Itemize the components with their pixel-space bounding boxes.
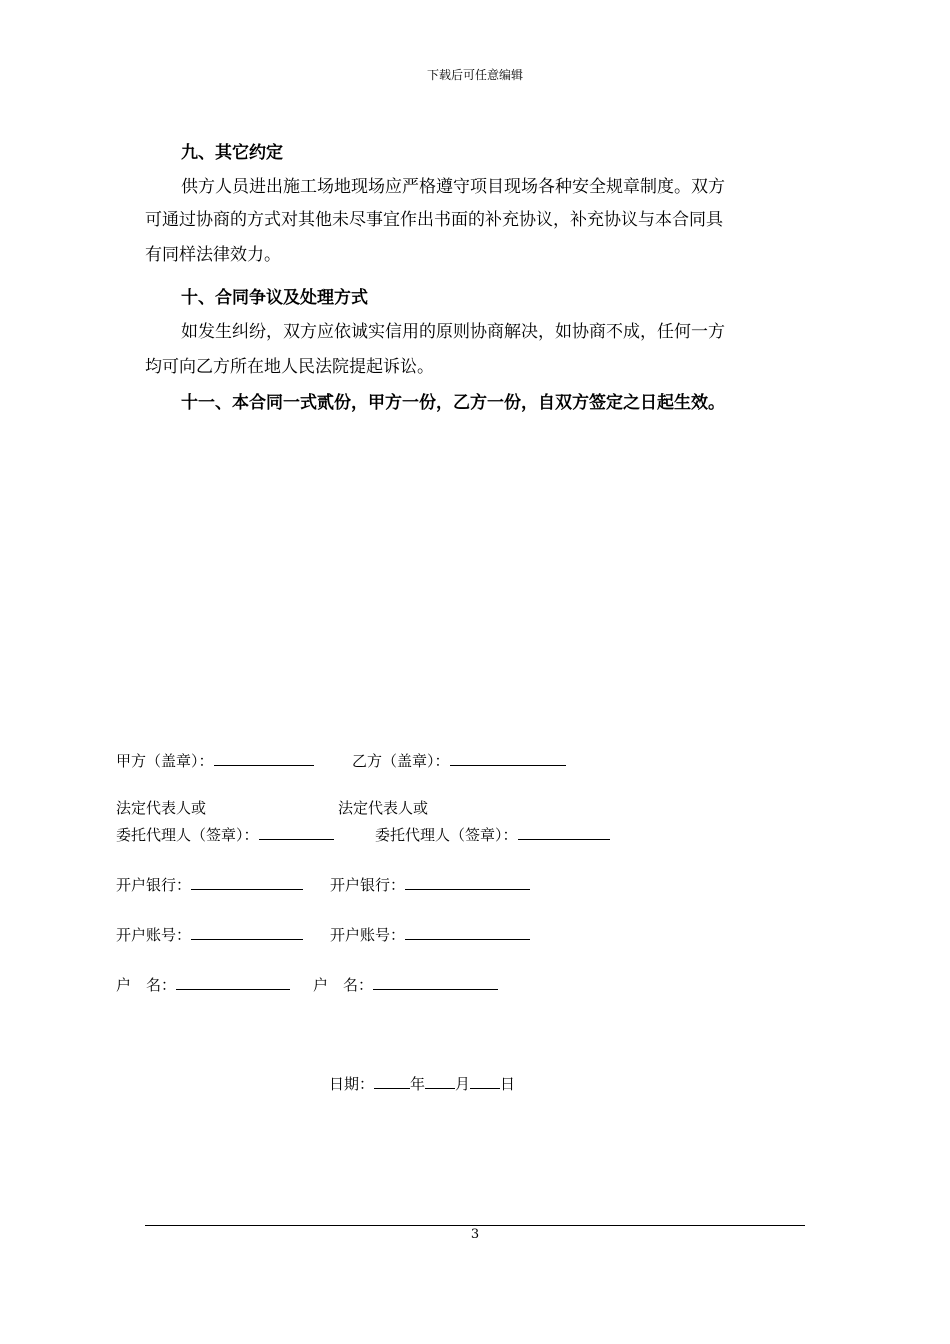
party-a-seal-label: 甲方（盖章）： — [116, 752, 214, 770]
agent-b-blank[interactable] — [518, 822, 610, 840]
bank-a-label: 开户银行： — [116, 876, 192, 894]
footer-rule — [145, 1225, 805, 1226]
holder-a-row — [116, 972, 290, 995]
party-a-seal-blank[interactable] — [214, 748, 314, 766]
section-10-heading: 十、合同争议及处理方式 — [181, 288, 368, 308]
account-a-row — [116, 922, 303, 945]
holder-b-row — [313, 972, 498, 995]
section-10-paragraph-line-2: 均可向乙方所在地人民法院提起诉讼。 — [145, 357, 434, 377]
date-month-label: 月 — [455, 1075, 471, 1093]
account-b-blank[interactable] — [405, 922, 530, 940]
date-day-label: 日 — [500, 1075, 516, 1093]
holder-a-label: 户 名： — [116, 976, 177, 994]
date-row — [329, 1071, 515, 1094]
bank-b-row — [330, 872, 530, 895]
agent-a-label: 委托代理人（签章）： — [116, 826, 259, 844]
section-11-heading: 十一、本合同一式贰份，甲方一份，乙方一份，自双方签定之日起生效。 — [181, 393, 725, 413]
account-b-label: 开户账号： — [330, 926, 406, 944]
legal-rep-a-label: 法定代表人或 — [116, 799, 207, 817]
page-number: 3 — [470, 1227, 480, 1242]
legal-rep-b-label: 法定代表人或 — [338, 799, 429, 817]
account-b-row — [330, 922, 530, 945]
date-year-blank[interactable] — [374, 1071, 410, 1089]
agent-b-row — [375, 822, 610, 845]
account-a-blank[interactable] — [191, 922, 303, 940]
section-9-heading: 九、其它约定 — [181, 143, 283, 163]
date-year-label: 年 — [410, 1075, 426, 1093]
party-a-seal-row — [116, 748, 314, 771]
holder-a-blank[interactable] — [176, 972, 290, 990]
holder-b-label: 户 名： — [313, 976, 374, 994]
agent-a-blank[interactable] — [259, 822, 334, 840]
page-header: 下载后可任意编辑 — [426, 68, 523, 82]
bank-a-blank[interactable] — [191, 872, 303, 890]
bank-b-label: 开户银行： — [330, 876, 406, 894]
date-month-blank[interactable] — [425, 1071, 455, 1089]
agent-a-row — [116, 822, 334, 845]
bank-a-row — [116, 872, 303, 895]
section-10-paragraph-line-1: 如发生纠纷，双方应依诚实信用的原则协商解决，如协商不成，任何一方 — [181, 322, 725, 342]
date-day-blank[interactable] — [470, 1071, 500, 1089]
date-label: 日期： — [329, 1075, 375, 1093]
holder-b-blank[interactable] — [373, 972, 498, 990]
account-a-label: 开户账号： — [116, 926, 192, 944]
party-b-seal-blank[interactable] — [450, 748, 566, 766]
party-b-seal-row — [352, 748, 566, 771]
agent-b-label: 委托代理人（签章）： — [375, 826, 518, 844]
bank-b-blank[interactable] — [405, 872, 530, 890]
section-9-paragraph-line-2: 可通过协商的方式对其他未尽事宜作出书面的补充协议，补充协议与本合同具 — [145, 210, 723, 230]
party-b-seal-label: 乙方（盖章）： — [352, 752, 450, 770]
section-9-paragraph-line-1: 供方人员进出施工场地现场应严格遵守项目现场各种安全规章制度。双方 — [181, 177, 725, 197]
section-9-paragraph-line-3: 有同样法律效力。 — [145, 245, 281, 265]
